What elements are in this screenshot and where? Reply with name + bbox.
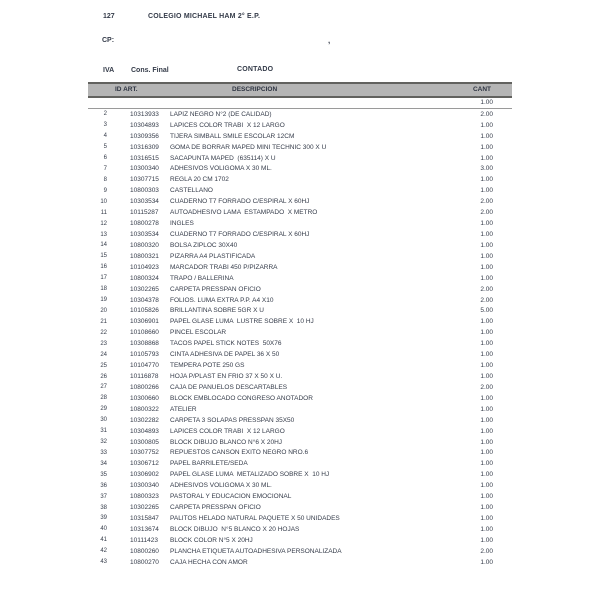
row-number: 3	[103, 122, 107, 129]
row-number: 31	[100, 428, 107, 435]
article-id: 10313674	[130, 525, 159, 533]
row-number: 2	[103, 111, 107, 118]
table-row	[88, 251, 512, 262]
row-number: 38	[100, 504, 107, 511]
article-quantity: 1.00	[480, 373, 493, 380]
table-row	[88, 546, 512, 557]
article-quantity: 1.00	[480, 362, 493, 370]
row-number: 20	[100, 307, 107, 314]
article-quantity: 2.00	[480, 209, 493, 217]
table-row	[88, 207, 512, 218]
row-number: 24	[100, 351, 107, 358]
article-quantity: 1.00	[480, 121, 493, 129]
article-description: PASTORAL Y EDUCACION EMOCIONAL	[170, 493, 292, 501]
table-row	[88, 273, 512, 284]
article-quantity: 2.00	[480, 383, 493, 391]
article-description: TRAPO / BALLERINA	[170, 274, 234, 282]
table-row	[88, 393, 512, 404]
table-row	[88, 437, 512, 448]
article-id: 10800278	[130, 220, 159, 228]
row-number: 23	[100, 340, 107, 347]
table-row	[88, 480, 512, 491]
article-id: 10108660	[130, 329, 159, 337]
article-description: PLANCHA ETIQUETA AUTOADHESIVA PERSONALIZADA	[170, 547, 342, 555]
article-quantity: 2.00	[480, 110, 493, 118]
table-row	[88, 109, 512, 120]
table-row	[88, 240, 512, 251]
article-id: 10115287	[130, 209, 159, 217]
row-number: 18	[100, 286, 107, 293]
table-row	[88, 196, 512, 207]
row-number: 33	[100, 449, 107, 456]
article-description: CARPETA PRESSPAN OFICIO	[170, 285, 261, 293]
table-row	[88, 295, 512, 306]
article-quantity: 1.00	[480, 405, 493, 413]
article-description: BLOCK DIBUJO N°5 BLANCO X 20 HOJAS	[170, 525, 300, 533]
article-id: 10300660	[130, 394, 159, 402]
article-description: TACOS PAPEL STICK NOTES 50X76	[170, 340, 282, 348]
article-id: 10304378	[130, 296, 159, 304]
row-number: 42	[100, 548, 107, 555]
article-quantity: 3.00	[480, 165, 493, 173]
row-number: 15	[100, 253, 107, 260]
article-quantity: 1.00	[480, 263, 493, 271]
row-number: 10	[100, 198, 107, 205]
row-number: 36	[100, 482, 107, 489]
table-row	[88, 491, 512, 502]
table-row	[88, 404, 512, 415]
article-id: 10307715	[130, 176, 159, 184]
article-quantity: 1.00	[480, 318, 493, 326]
article-description: CAJA DE PAÑUELOS DESCARTABLES	[170, 383, 288, 391]
article-quantity: 1.00	[480, 187, 493, 195]
article-description: CASTELLANO	[170, 187, 213, 195]
row-number: 16	[100, 264, 107, 271]
article-id: 10104770	[130, 362, 159, 370]
article-quantity: 1.00	[480, 98, 493, 106]
comma-mark: ,	[328, 36, 331, 45]
table-row	[88, 382, 512, 393]
table-row	[88, 229, 512, 240]
article-quantity: 1.00	[480, 154, 493, 162]
table-row	[88, 153, 512, 164]
row-number: 13	[100, 231, 107, 238]
article-id: 10300340	[130, 165, 159, 173]
article-description: CUADERNO T7 FORRADO C/ESPIRAL X 60HJ	[170, 198, 310, 206]
row-number: 9	[103, 187, 107, 194]
article-quantity: 1.00	[480, 449, 493, 457]
article-description: CARPETA 3 SOLAPAS PRESSPAN 35X50	[170, 416, 295, 424]
article-description: ATELIER	[170, 405, 197, 413]
row-number: 30	[100, 417, 107, 424]
table-row	[88, 185, 512, 196]
row-number: 14	[100, 242, 107, 249]
row-number: 29	[100, 406, 107, 413]
article-quantity: 2.00	[480, 547, 493, 555]
row-number: 6	[103, 155, 107, 162]
row-number: 32	[100, 439, 107, 446]
table-row	[88, 131, 512, 142]
table-header-bar	[88, 82, 512, 98]
article-description: PIZARRA A4 PLASTIFICADA	[170, 252, 256, 260]
article-description: CAJA HECHA CON AMOR	[170, 558, 248, 566]
row-number: 17	[100, 275, 107, 282]
table-row	[88, 338, 512, 349]
article-quantity: 1.00	[480, 143, 493, 151]
article-quantity: 1.00	[480, 241, 493, 249]
article-id: 10316515	[130, 154, 159, 162]
article-id: 10800323	[130, 493, 159, 501]
article-quantity: 1.00	[480, 558, 493, 566]
row-number: 22	[100, 329, 107, 336]
article-description: BOLSA ZIPLOC 30X40	[170, 241, 238, 249]
article-id: 10800303	[130, 187, 159, 195]
article-description: SACAPUNTA MAPED (635114) X U	[170, 154, 276, 162]
article-description: INGLES	[170, 220, 194, 228]
table-row	[88, 174, 512, 185]
table-row	[88, 327, 512, 338]
article-id: 10300340	[130, 482, 159, 490]
row-number: 40	[100, 526, 107, 533]
article-description: GOMA DE BORRAR MAPED MINI TECHNIC 300 X U	[170, 143, 327, 151]
article-id: 10306712	[130, 460, 159, 468]
table-row	[88, 557, 512, 568]
article-quantity: 1.00	[480, 504, 493, 512]
row-number: 21	[100, 318, 107, 325]
column-header-cant: CANT	[472, 86, 491, 93]
article-id: 10306901	[130, 318, 159, 326]
cp-label: CP:	[102, 37, 115, 44]
article-quantity: 1.00	[480, 340, 493, 348]
article-id: 10302282	[130, 416, 159, 424]
client-number: 127	[103, 13, 115, 20]
article-description: CINTA ADHESIVA DE PAPEL 36 X 50	[170, 351, 280, 359]
article-id: 10303534	[130, 231, 159, 239]
article-description: BLOCK DIBUJO BLANCO N°6 X 20HJ	[170, 438, 283, 446]
article-description: CARPETA PRESSPAN OFICIO	[170, 504, 261, 512]
article-id: 10111423	[130, 536, 158, 544]
article-description: REGLA 20 CM 1702	[170, 176, 229, 184]
article-description: REPUESTOS CANSON EXITO NEGRO NRO.6	[170, 449, 309, 457]
table-row	[88, 415, 512, 426]
article-description: PAPEL GLASE LUMA LUSTRE SOBRE X 10 HJ	[170, 318, 314, 326]
article-id: 10309356	[130, 132, 159, 140]
article-id: 10302265	[130, 504, 159, 512]
article-id: 10800321	[130, 252, 159, 260]
table-row	[88, 371, 512, 382]
article-quantity: 1.00	[480, 525, 493, 533]
article-id: 10316309	[130, 143, 159, 151]
table-row	[88, 164, 512, 175]
cons-final-label: Cons. Final	[131, 67, 169, 74]
article-quantity: 1.00	[480, 514, 493, 522]
article-id: 10104923	[130, 263, 159, 271]
row-number: 43	[100, 559, 107, 566]
article-id: 10306902	[130, 471, 159, 479]
row-number: 5	[103, 144, 107, 151]
article-id: 10105826	[130, 307, 159, 315]
article-description: PAPEL GLASE LUMA METALIZADO SOBRE X 10 HJ	[170, 471, 330, 479]
article-quantity: 1.00	[480, 231, 493, 239]
table-row	[88, 218, 512, 229]
article-quantity: 1.00	[480, 482, 493, 490]
article-id: 10302265	[130, 285, 159, 293]
table-row	[88, 535, 512, 546]
article-quantity: 1.00	[480, 536, 493, 544]
article-quantity: 1.00	[480, 220, 493, 228]
row-number: 41	[100, 537, 107, 544]
article-description: MARCADOR TRABI 450 P/PIZARRA	[170, 263, 278, 271]
row-number: 12	[100, 220, 107, 227]
school-name: COLEGIO MICHAEL HAM 2° E.P.	[148, 13, 261, 20]
row-number: 26	[100, 373, 107, 380]
article-description: BLOCK EMBLOCADO CONGRESO ANOTADOR	[170, 394, 313, 402]
table-row	[88, 142, 512, 153]
row-number: 19	[100, 297, 107, 304]
article-id: 10313933	[130, 110, 159, 118]
article-quantity: 5.00	[480, 307, 493, 315]
table-row	[88, 349, 512, 360]
article-description: ADHESIVOS VOLIGOMA X 30 ML.	[170, 482, 272, 490]
article-description: PINCEL ESCOLAR	[170, 329, 227, 337]
article-id: 10105793	[130, 351, 159, 359]
article-description: PALITOS HELADO NATURAL PAQUETE X 50 UNIDADES	[170, 514, 340, 522]
article-quantity: 2.00	[480, 285, 493, 293]
table-row	[88, 316, 512, 327]
payment-type-label: CONTADO	[237, 66, 274, 73]
table-row	[88, 469, 512, 480]
article-quantity: 1.00	[480, 471, 493, 479]
article-description: TEMPERA POTE 250 GS	[170, 362, 245, 370]
article-quantity: 1.00	[480, 394, 493, 402]
row-number: 7	[103, 165, 107, 172]
table-row	[88, 448, 512, 459]
article-description: TIJERA SIMBALL SMILE ESCOLAR 12CM	[170, 132, 295, 140]
article-quantity: 1.00	[480, 252, 493, 260]
table-body	[88, 97, 512, 568]
article-description: LAPICES COLOR TRABI X 12 LARGO	[170, 121, 285, 129]
article-id: 10800324	[130, 274, 159, 282]
row-number: 28	[100, 395, 107, 402]
article-id: 10800322	[130, 405, 159, 413]
iva-label: IVA	[103, 67, 115, 74]
article-description: ADHESIVOS VOLIGOMA X 30 ML.	[170, 165, 272, 173]
table-row	[88, 262, 512, 273]
article-description: BLOCK COLOR N°5 X 20HJ	[170, 536, 253, 544]
article-id: 10800270	[130, 558, 159, 566]
table-row	[88, 120, 512, 131]
row-number: 27	[100, 384, 107, 391]
article-id: 10307752	[130, 449, 159, 457]
article-id: 10308868	[130, 340, 159, 348]
article-quantity: 1.00	[480, 329, 493, 337]
article-quantity: 1.00	[480, 351, 493, 359]
column-header-descripcion: DESCRIPCION	[232, 86, 278, 93]
row-number: 39	[100, 515, 107, 522]
table-row	[88, 284, 512, 295]
article-quantity: 1.00	[480, 416, 493, 424]
article-description: LAPICES COLOR TRABI X 12 LARGO	[170, 427, 285, 435]
table-row	[88, 458, 512, 469]
article-description: LAPIZ NEGRO N°2 (DE CALIDAD)	[170, 110, 272, 118]
article-id: 10304893	[130, 427, 159, 435]
row-number: 25	[100, 362, 107, 369]
article-id: 10116878	[130, 373, 159, 380]
article-id: 10800260	[130, 547, 159, 555]
article-id: 10800266	[130, 383, 159, 391]
row-number: 4	[103, 133, 107, 140]
article-id: 10304893	[130, 121, 159, 129]
article-id: 10303534	[130, 198, 159, 206]
table-row	[88, 306, 512, 317]
article-quantity: 1.00	[480, 132, 493, 140]
article-quantity: 1.00	[480, 438, 493, 446]
article-description: CUADERNO T7 FORRADO C/ESPIRAL X 60HJ	[170, 231, 310, 239]
article-quantity: 1.00	[480, 427, 493, 435]
row-number: 34	[100, 460, 107, 467]
article-quantity: 2.00	[480, 296, 493, 304]
table-row	[88, 513, 512, 524]
article-description: FOLIOS. LUMA EXTRA P.P. A4 X10	[170, 296, 274, 304]
table-row	[88, 97, 512, 109]
column-header-id: ID ART.	[115, 86, 138, 93]
article-id: 10300805	[130, 438, 159, 446]
article-quantity: 2.00	[480, 198, 493, 206]
article-quantity: 1.00	[480, 493, 493, 501]
table-row	[88, 426, 512, 437]
row-number: 11	[100, 209, 107, 216]
article-description: BRILLANTINA SOBRE 5GR X U	[170, 307, 264, 315]
table-row	[88, 502, 512, 513]
article-quantity: 1.00	[480, 176, 493, 184]
table-row	[88, 360, 512, 371]
article-quantity: 1.00	[480, 274, 493, 282]
row-number: 8	[103, 176, 107, 183]
article-description: PAPEL BARRILETE/SEDA	[170, 460, 248, 468]
row-number: 37	[100, 493, 107, 500]
row-number: 35	[100, 471, 107, 478]
article-id: 10800320	[130, 241, 159, 249]
article-quantity: 1.00	[480, 460, 493, 468]
article-id: 10315847	[130, 514, 159, 522]
table-row	[88, 524, 512, 535]
article-description: AUTOADHESIVO LAMA ESTAMPADO X METRO	[170, 209, 318, 217]
article-description: HOJA P/PLAST EN FRIO 37 X 50 X U.	[170, 373, 283, 380]
